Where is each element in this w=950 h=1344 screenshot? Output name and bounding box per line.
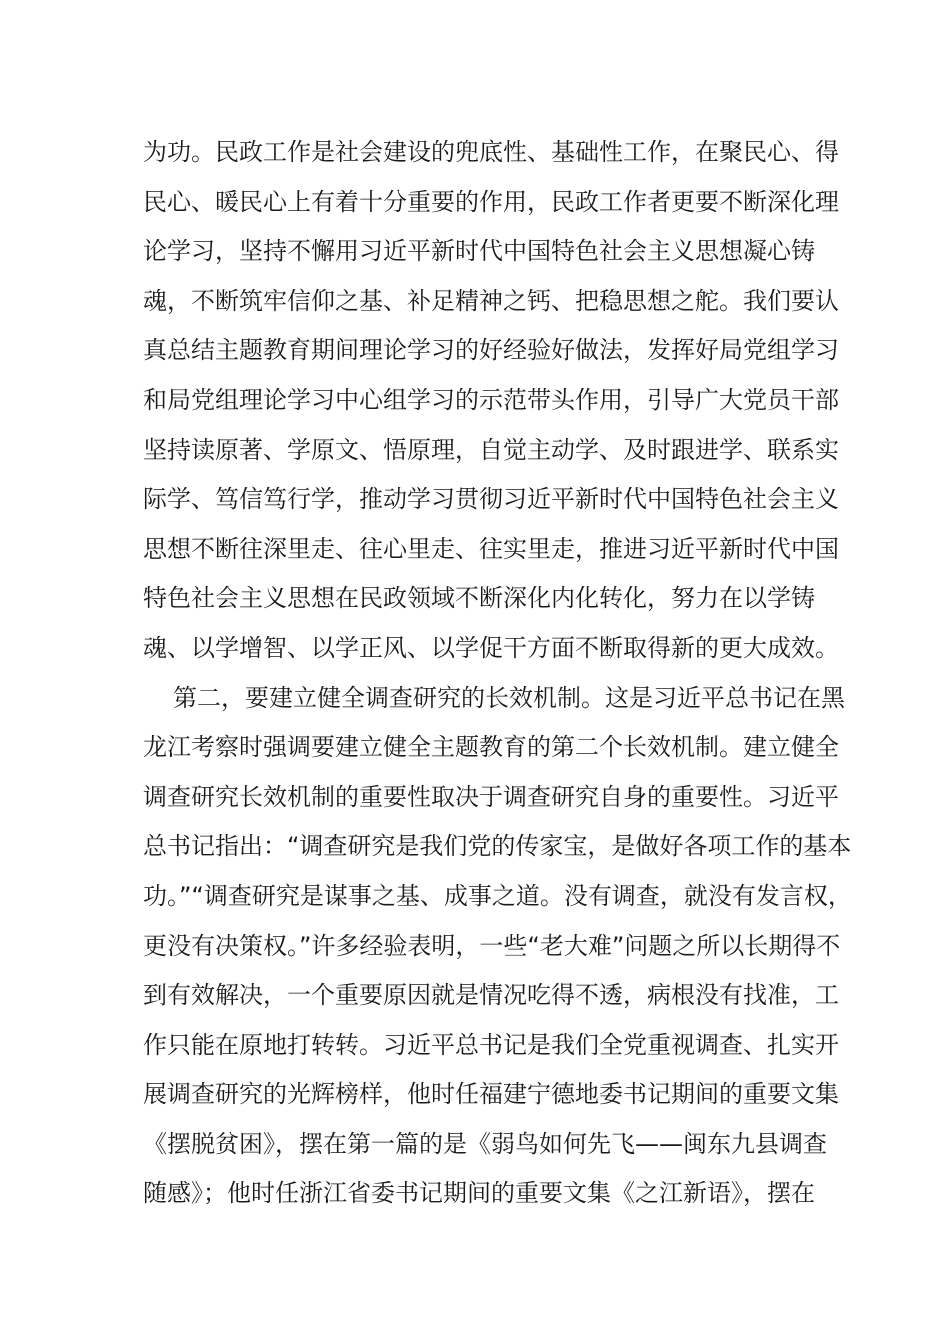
text-line: 调查研究长效机制的重要性取决于调查研究自身的重要性。习近平: [143, 782, 839, 811]
text-line: 魂、以学增智、以学正风、以学促干方面不断取得新的更大成效。: [143, 633, 839, 662]
text-line: 功。”“调查研究是谋事之基、成事之道。没有调查，就没有发言权，: [143, 881, 852, 910]
text-line: 《摆脱贫困》，摆在第一篇的是《弱鸟如何先飞——闽东九县调查: [143, 1129, 827, 1158]
text-line: 际学、笃信笃行学，推动学习贯彻习近平新时代中国特色社会主义: [143, 485, 839, 514]
text-line: 坚持读原著、学原文、悟原理，自觉主动学、及时跟进学、联系实: [143, 435, 839, 464]
text-line: 随感》；他时任浙江省委书记期间的重要文集《之江新语》，摆在: [143, 1179, 815, 1208]
body-text: [143, 128, 852, 1219]
text-line: 到有效解决，一个重要原因就是情况吃得不透，病根没有找准，工: [143, 981, 839, 1010]
text-line: 思想不断往深里走、往心里走、往实里走，推进习近平新时代中国: [143, 534, 839, 563]
text-line: 更没有决策权。”许多经验表明，一些“老大难”问题之所以长期得不: [143, 931, 841, 960]
text-line: 论学习，坚持不懈用习近平新时代中国特色社会主义思想凝心铸: [143, 237, 815, 266]
text-line: 为功。民政工作是社会建设的兜底性、基础性工作，在聚民心、得: [143, 138, 839, 166]
text-line: 第二，要建立健全调查研究的长效机制。这是习近平总书记在黑: [173, 683, 845, 712]
text-line: 和局党组理论学习中心组学习的示范带头作用，引导广大党员干部: [143, 385, 839, 414]
text-line: 总书记指出：“调查研究是我们党的传家宝，是做好各项工作的基本: [143, 832, 852, 861]
paragraph-2: [143, 674, 852, 1220]
text-line: 民心、暖民心上有着十分重要的作用，民政工作者更要不断深化理: [143, 187, 839, 216]
text-line: 展调查研究的光辉榜样，他时任福建宁德地委书记期间的重要文集: [143, 1080, 839, 1109]
text-line: 真总结主题教育期间理论学习的好经验好做法，发挥好局党组学习: [143, 336, 839, 365]
text-line: 龙江考察时强调要建立健全主题教育的第二个长效机制。建立健全: [143, 733, 839, 762]
text-line: 特色社会主义思想在民政领域不断深化内化转化，努力在以学铸: [143, 584, 815, 613]
paragraph-1: [143, 128, 839, 674]
text-line: 作只能在原地打转转。习近平总书记是我们全党重视调查、扎实开: [143, 1030, 839, 1059]
text-line: 魂，不断筑牢信仰之基、补足精神之钙、把稳思想之舵。我们要认: [143, 286, 839, 315]
